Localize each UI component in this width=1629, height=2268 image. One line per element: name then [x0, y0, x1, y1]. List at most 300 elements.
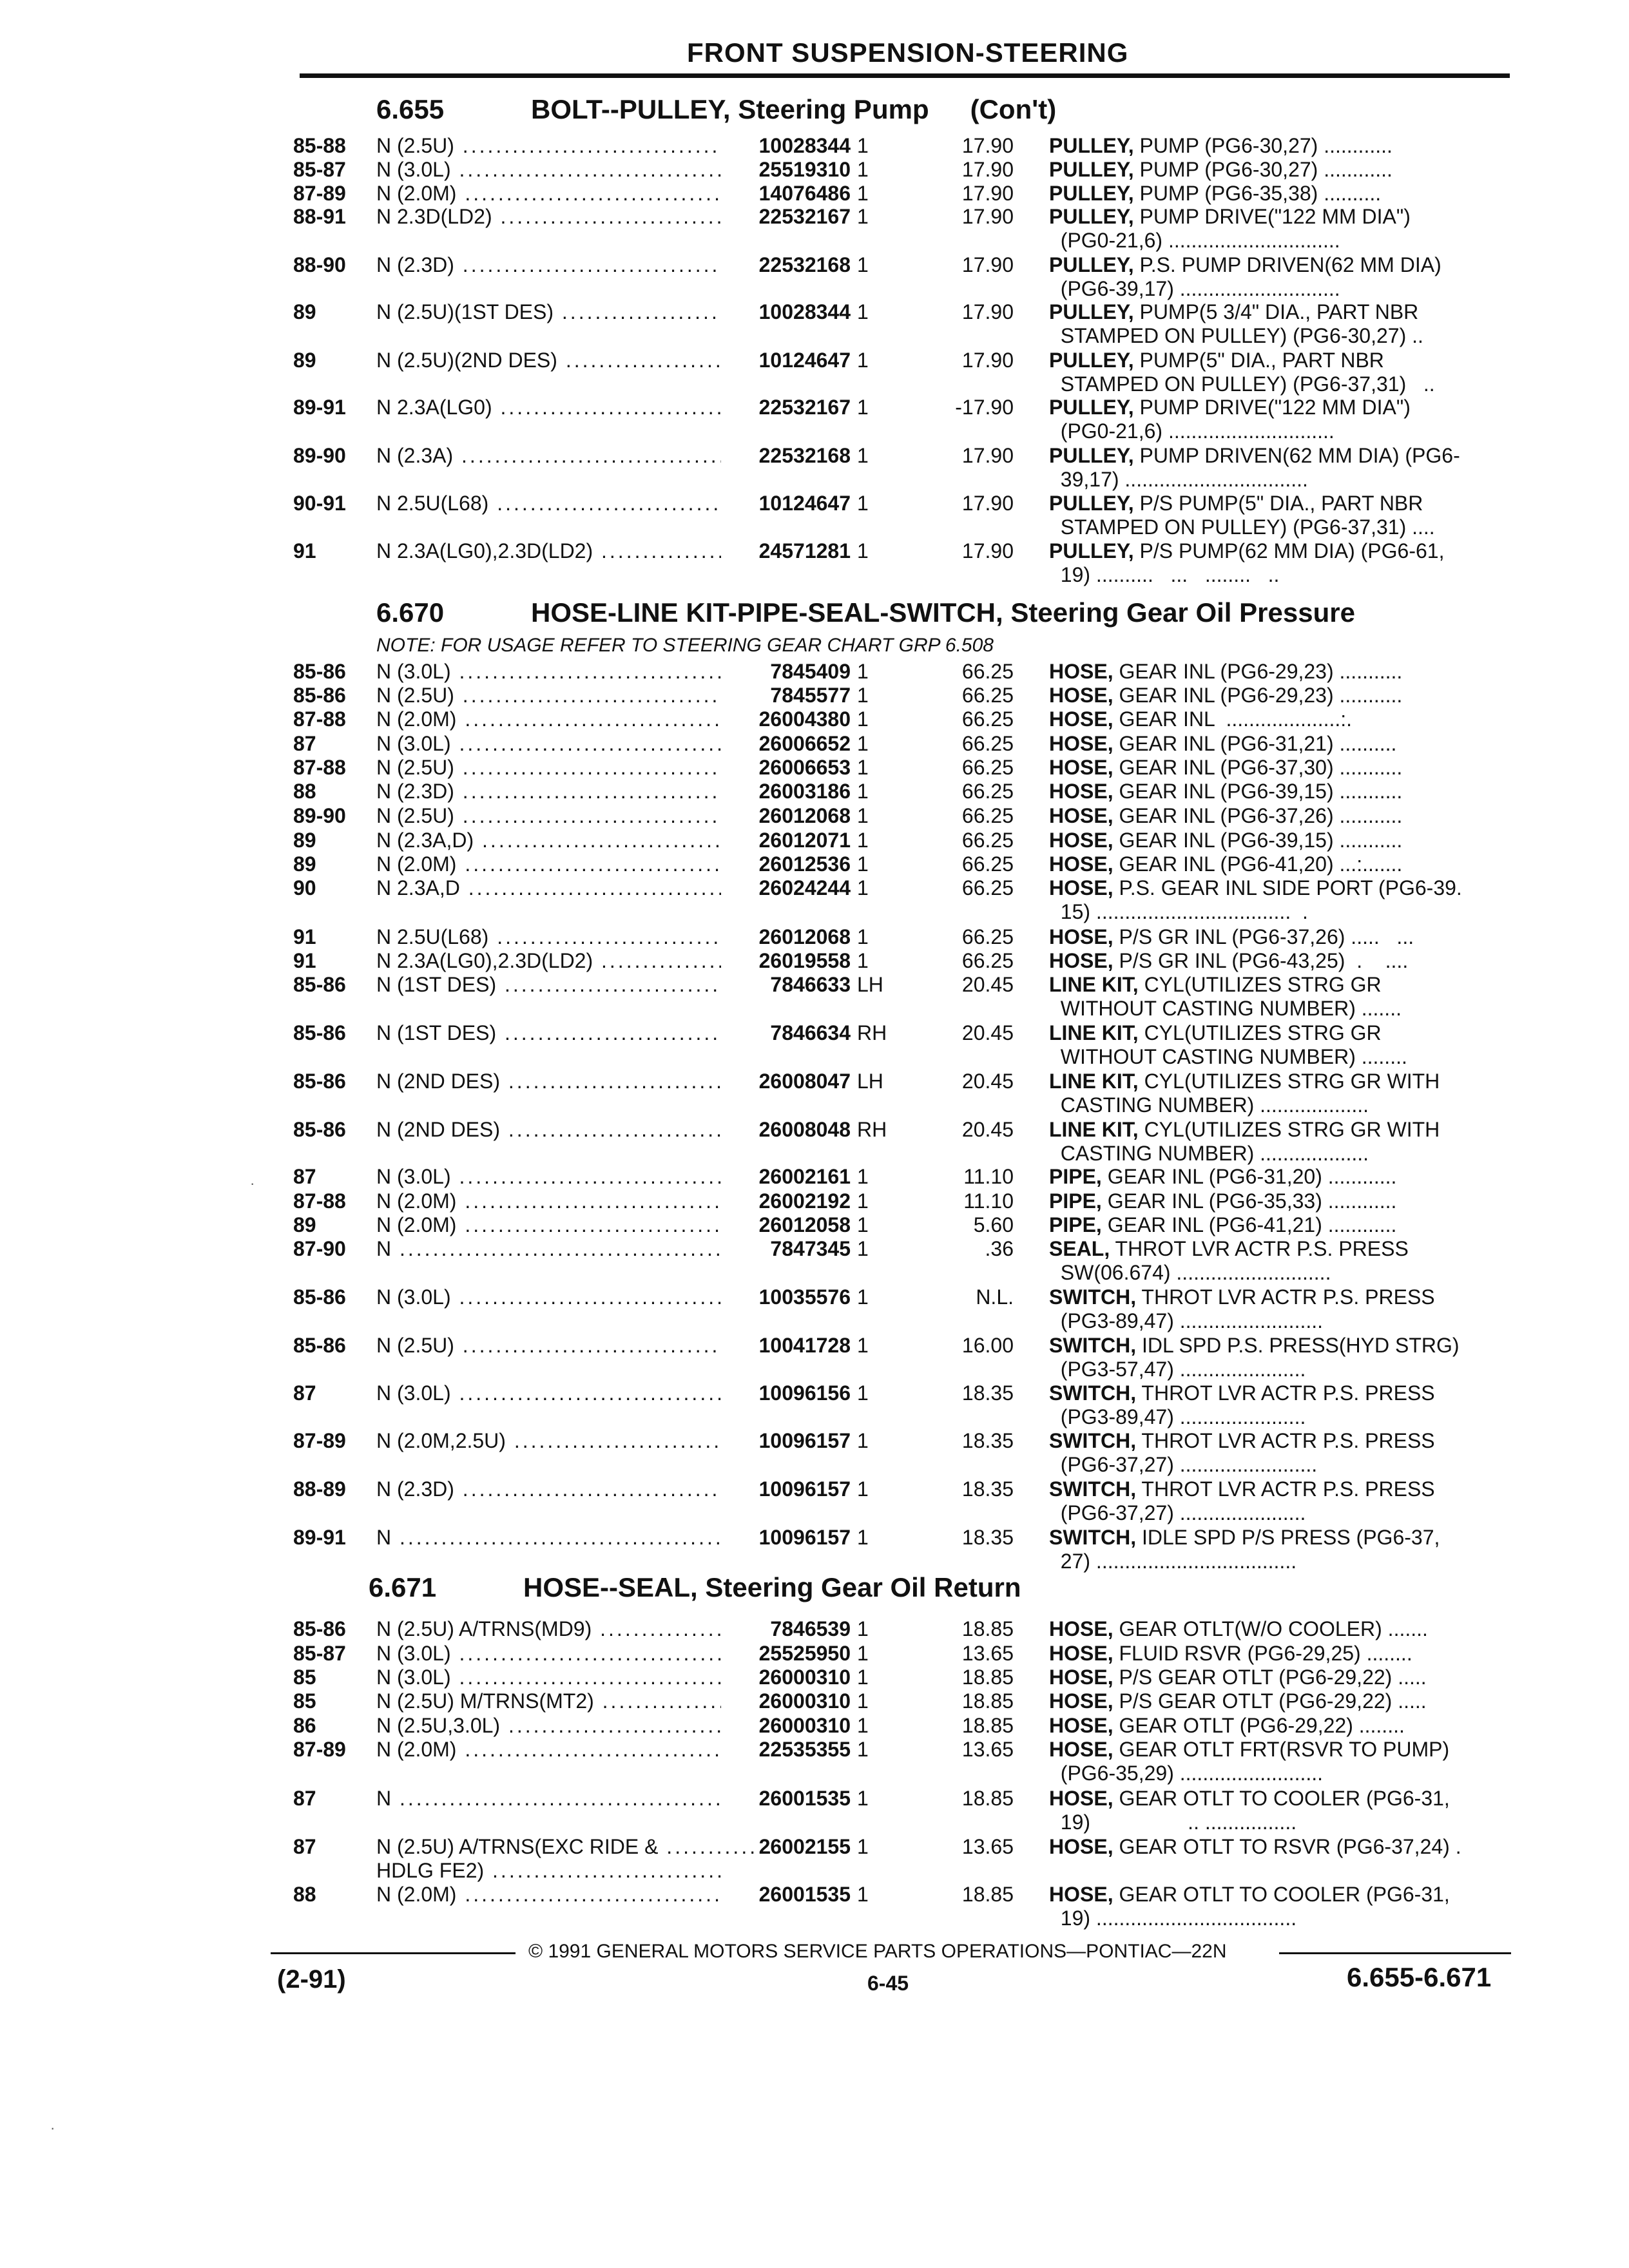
part-number: 26003186: [758, 780, 851, 803]
application: N (2.5U) .....: [376, 684, 721, 707]
quantity: 1: [857, 1334, 869, 1357]
part-number: 26001535: [758, 1787, 851, 1810]
part-detail: P.S. PUMP DRIVEN(62 MM DIA) (PG6-39,17) ............................: [1060, 253, 1441, 300]
application: N 2.3D(LD2) .....: [376, 205, 721, 229]
price: .36: [985, 1237, 1014, 1260]
model-years: 89: [293, 349, 316, 372]
part-description: [1049, 1689, 1513, 1713]
part-detail: CYL(UTILIZES STRG GR WITHOUT CASTING NUMBER) ........: [1060, 1021, 1407, 1068]
part-row: [0, 253, 1629, 301]
model-years: 85-87: [293, 158, 346, 181]
application: N (2.0M) .....: [376, 1213, 721, 1237]
part-name: PULLEY,: [1049, 253, 1134, 276]
application: N (2.0M) .....: [376, 1738, 721, 1762]
part-description: [1049, 829, 1513, 852]
quantity: 1: [857, 1165, 869, 1188]
price: 66.25: [961, 852, 1014, 876]
application: N (2.5U)(2ND DES) .....: [376, 349, 721, 372]
part-detail: GEAR INL (PG6-39,15) ...........: [1113, 829, 1403, 852]
application: N (2.5U) .....: [376, 134, 721, 158]
application: N (2.3A) .....: [376, 444, 721, 468]
part-description: [1049, 1617, 1513, 1641]
quantity: 1: [857, 1237, 869, 1260]
usage-note: NOTE: FOR USAGE REFER TO STEERING GEAR CHART GRP 6.508: [376, 635, 994, 656]
part-description: [1049, 780, 1513, 803]
part-name: SWITCH,: [1049, 1526, 1137, 1549]
part-detail: GEAR INL (PG6-31,21) ..........: [1113, 732, 1397, 755]
part-number: 26024244: [758, 876, 851, 899]
price: 17.90: [961, 134, 1014, 157]
price: 20.45: [961, 1021, 1014, 1044]
application: N .....: [376, 1526, 721, 1550]
application: N (3.0L) .....: [376, 1666, 721, 1689]
part-detail: P.S. GEAR INL SIDE PORT (PG6-39. 15) .................................. .: [1060, 876, 1462, 923]
model-years: 89: [293, 852, 316, 876]
application-continued: HDLG FE2) .....: [376, 1859, 721, 1883]
quantity: 1: [857, 1666, 869, 1689]
application: N (2.5U) A/TRNS(EXC RIDE & .....: [376, 1835, 776, 1859]
application: N (2.5U) M/TRNS(MT2) .....: [376, 1689, 721, 1713]
part-name: SWITCH,: [1049, 1477, 1137, 1501]
margin-mark: ·: [50, 2120, 55, 2136]
part-number: 10096156: [758, 1381, 851, 1405]
price: 5.60: [973, 1213, 1014, 1236]
model-years: 87: [293, 732, 316, 755]
part-detail: P/S GR INL (PG6-43,25) . ....: [1113, 949, 1409, 972]
quantity: 1: [857, 1787, 869, 1810]
quantity: 1: [857, 492, 869, 515]
model-years: 88: [293, 780, 316, 803]
part-name: PULLEY,: [1049, 158, 1134, 181]
part-name: HOSE,: [1049, 804, 1113, 827]
part-detail: P/S GEAR OTLT (PG6-29,22) .....: [1113, 1689, 1427, 1713]
quantity: 1: [857, 253, 869, 276]
part-description: [1049, 1429, 1513, 1477]
footer-rule-left: [271, 1952, 516, 1954]
price: 13.65: [961, 1835, 1014, 1858]
part-number: 7847345: [770, 1237, 851, 1260]
part-detail: PUMP(5" DIA., PART NBR STAMPED ON PULLEY) (PG6-37,31) ..: [1060, 349, 1435, 396]
price: N.L.: [976, 1285, 1014, 1309]
quantity: 1: [857, 829, 869, 852]
part-description: [1049, 539, 1513, 587]
price: 66.25: [961, 829, 1014, 852]
part-name: SWITCH,: [1049, 1429, 1137, 1452]
quantity: 1: [857, 539, 869, 562]
part-name: HOSE,: [1049, 1738, 1113, 1761]
part-name: HOSE,: [1049, 1666, 1113, 1689]
part-number: 7846634: [770, 1021, 851, 1044]
part-number: 26006653: [758, 756, 851, 779]
part-detail: P/S GR INL (PG6-37,26) ..... ...: [1113, 925, 1414, 948]
model-years: 91: [293, 539, 316, 562]
part-name: PULLEY,: [1049, 539, 1134, 562]
part-name: HOSE,: [1049, 707, 1113, 731]
part-number: 10096157: [758, 1526, 851, 1549]
part-name: PULLEY,: [1049, 396, 1134, 419]
part-name: SWITCH,: [1049, 1285, 1137, 1309]
model-years: 88-91: [293, 205, 346, 228]
part-name: HOSE,: [1049, 756, 1113, 779]
price: 18.85: [961, 1617, 1014, 1640]
price: 18.35: [961, 1477, 1014, 1501]
part-name: HOSE,: [1049, 1883, 1113, 1906]
part-name: HOSE,: [1049, 925, 1113, 948]
part-detail: CYL(UTILIZES STRG GR WITH CASTING NUMBER) ...................: [1060, 1118, 1440, 1165]
part-detail: GEAR OTLT(W/O COOLER) .......: [1113, 1617, 1428, 1640]
part-description: [1049, 205, 1513, 253]
quantity: 1: [857, 804, 869, 827]
part-row: [0, 1429, 1629, 1477]
part-row: [0, 1285, 1629, 1333]
part-description: [1049, 158, 1513, 182]
part-description: [1049, 1477, 1513, 1525]
part-name: SWITCH,: [1049, 1381, 1137, 1405]
application: N (2.3A,D) .....: [376, 829, 721, 852]
part-name: HOSE,: [1049, 829, 1113, 852]
model-years: 85-88: [293, 134, 346, 157]
part-description: [1049, 1381, 1513, 1429]
part-description: [1049, 876, 1513, 924]
application: N (2.0M) .....: [376, 182, 721, 206]
part-number: 26000310: [758, 1689, 851, 1713]
price: 17.90: [961, 444, 1014, 467]
part-name: HOSE,: [1049, 1714, 1113, 1737]
part-detail: P/S PUMP(62 MM DIA) (PG6-61, 19) .......... ... ........ ..: [1060, 539, 1445, 586]
model-years: 89: [293, 300, 316, 323]
part-number: 22535355: [758, 1738, 851, 1761]
part-detail: GEAR OTLT TO RSVR (PG6-37,24) .: [1113, 1835, 1461, 1858]
part-detail: PUMP(5 3/4" DIA., PART NBR STAMPED ON PULLEY) (PG6-30,27) ..: [1060, 300, 1423, 347]
part-row: [0, 1381, 1629, 1429]
price: 66.25: [961, 756, 1014, 779]
part-number: 22532168: [758, 253, 851, 276]
part-name: PIPE,: [1049, 1189, 1102, 1213]
price: 66.25: [961, 876, 1014, 899]
part-detail: PUMP (PG6-30,27) ............: [1133, 158, 1393, 181]
part-number: 14076486: [758, 182, 851, 205]
part-description: [1049, 1835, 1513, 1859]
quantity: RH: [857, 1118, 887, 1141]
part-description: [1049, 1883, 1513, 1930]
application: N (2.5U)(1ST DES) .....: [376, 300, 721, 324]
part-detail: P/S GEAR OTLT (PG6-29,22) .....: [1113, 1666, 1427, 1689]
part-row: [0, 349, 1629, 396]
part-description: [1049, 300, 1513, 348]
part-number: 26012068: [758, 925, 851, 948]
application: N (2.5U) .....: [376, 1334, 721, 1358]
part-detail: IDLE SPD P/S PRESS (PG6-37, 27) ...................................: [1060, 1526, 1440, 1573]
application: N 2.3A(LG0) .....: [376, 396, 721, 419]
price: 13.65: [961, 1642, 1014, 1665]
price: 66.25: [961, 804, 1014, 827]
quantity: 1: [857, 158, 869, 181]
part-row: [0, 1835, 1629, 1883]
model-years: 87: [293, 1835, 316, 1858]
model-years: 86: [293, 1714, 316, 1737]
part-detail: PUMP DRIVEN(62 MM DIA) (PG6- 39,17) ................................: [1060, 444, 1460, 491]
part-description: [1049, 1642, 1513, 1666]
section-title: HOSE--SEAL, Steering Gear Oil Return: [523, 1572, 1021, 1602]
price: 66.25: [961, 925, 1014, 948]
model-years: 88-89: [293, 1477, 346, 1501]
model-years: 85-86: [293, 1070, 346, 1093]
price: 17.90: [961, 539, 1014, 562]
section-number: 6.671: [369, 1572, 437, 1602]
application: N (3.0L) .....: [376, 158, 721, 182]
part-number: 10096157: [758, 1477, 851, 1501]
application: N (3.0L) .....: [376, 732, 721, 756]
part-name: LINE KIT,: [1049, 1021, 1139, 1044]
model-years: 88: [293, 1883, 316, 1906]
quantity: 1: [857, 1526, 869, 1549]
quantity: RH: [857, 1021, 887, 1044]
part-number: 26012068: [758, 804, 851, 827]
part-number: 26012071: [758, 829, 851, 852]
quantity: 1: [857, 1689, 869, 1713]
price: 18.85: [961, 1666, 1014, 1689]
part-description: [1049, 396, 1513, 443]
section-heading-6655: [376, 94, 1056, 125]
part-number: 7845409: [770, 660, 851, 683]
part-row: [0, 1787, 1629, 1834]
model-years: 87-88: [293, 756, 346, 779]
part-detail: IDL SPD P.S. PRESS(HYD STRG) (PG3-57,47) ......................: [1060, 1334, 1460, 1381]
part-detail: GEAR INL ....................:.: [1113, 707, 1353, 731]
part-detail: GEAR OTLT (PG6-29,22) ........: [1113, 1714, 1405, 1737]
quantity: 1: [857, 707, 869, 731]
part-row: [0, 1334, 1629, 1381]
price: 16.00: [961, 1334, 1014, 1357]
part-number: 26002192: [758, 1189, 851, 1213]
part-description: [1049, 134, 1513, 158]
quantity: 1: [857, 444, 869, 467]
quantity: 1: [857, 684, 869, 707]
model-years: 85-86: [293, 1285, 346, 1309]
price: 18.35: [961, 1381, 1014, 1405]
part-name: HOSE,: [1049, 780, 1113, 803]
application: N (2.3D) .....: [376, 1477, 721, 1501]
application: N (2.0M) .....: [376, 1883, 721, 1907]
application: N (1ST DES) .....: [376, 1021, 721, 1045]
part-number: 25519310: [758, 158, 851, 181]
application: N .....: [376, 1787, 721, 1811]
model-years: 85: [293, 1689, 316, 1713]
application: N (2.0M) .....: [376, 852, 721, 876]
price: 18.35: [961, 1429, 1014, 1452]
price: 17.90: [961, 492, 1014, 515]
part-description: [1049, 253, 1513, 301]
model-years: 85-86: [293, 684, 346, 707]
price: 66.25: [961, 707, 1014, 731]
part-description: [1049, 732, 1513, 756]
part-detail: THROT LVR ACTR P.S. PRESS (PG6-37,27) ........................: [1060, 1429, 1435, 1476]
part-description: [1049, 349, 1513, 396]
quantity: 1: [857, 134, 869, 157]
footer-rule-right: [1279, 1952, 1511, 1954]
section-heading-6670: [376, 597, 1355, 628]
part-name: LINE KIT,: [1049, 1070, 1139, 1093]
application: N (2.0M) .....: [376, 707, 721, 731]
part-detail: GEAR INL (PG6-41,20) ...:.......: [1113, 852, 1403, 876]
part-detail: GEAR OTLT TO COOLER (PG6-31, 19) ...................................: [1060, 1883, 1450, 1930]
part-row: [0, 1237, 1629, 1285]
model-years: 87: [293, 1165, 316, 1188]
header-rule: [300, 73, 1510, 78]
part-detail: GEAR INL (PG6-31,20) ............: [1101, 1165, 1397, 1188]
model-years: 89-91: [293, 1526, 346, 1549]
application: N (2.5U) .....: [376, 804, 721, 828]
application: N 2.5U(L68) .....: [376, 492, 721, 515]
part-number: 22532168: [758, 444, 851, 467]
model-years: 85: [293, 1666, 316, 1689]
part-row: [0, 1021, 1629, 1069]
application: N (2.3D) .....: [376, 780, 721, 803]
part-detail: THROT LVR ACTR P.S. PRESS SW(06.674) ...........................: [1060, 1237, 1409, 1284]
quantity: LH: [857, 1070, 883, 1093]
part-description: [1049, 1237, 1513, 1285]
quantity: LH: [857, 973, 883, 996]
part-number: 26008048: [758, 1118, 851, 1141]
part-name: PIPE,: [1049, 1213, 1102, 1236]
part-name: SWITCH,: [1049, 1334, 1137, 1357]
part-name: SEAL,: [1049, 1237, 1110, 1260]
section-title: BOLT--PULLEY, Steering Pump: [531, 94, 929, 124]
quantity: 1: [857, 925, 869, 948]
model-years: 89-90: [293, 444, 346, 467]
quantity: 1: [857, 182, 869, 205]
part-name: HOSE,: [1049, 1642, 1113, 1665]
model-years: 87: [293, 1787, 316, 1810]
quantity: 1: [857, 852, 869, 876]
part-number: 10028344: [758, 300, 851, 323]
price: 20.45: [961, 1070, 1014, 1093]
section-suffix: (Con't): [970, 94, 1057, 124]
part-name: HOSE,: [1049, 1787, 1113, 1810]
part-name: PULLEY,: [1049, 349, 1134, 372]
part-description: [1049, 1526, 1513, 1573]
part-detail: CYL(UTILIZES STRG GR WITH CASTING NUMBER) ...................: [1060, 1070, 1440, 1117]
price: 66.25: [961, 660, 1014, 683]
part-description: [1049, 1666, 1513, 1689]
part-detail: THROT LVR ACTR P.S. PRESS (PG6-37,27) ......................: [1060, 1477, 1435, 1524]
part-description: [1049, 1070, 1513, 1117]
part-number: 10041728: [758, 1334, 851, 1357]
part-number: 26006652: [758, 732, 851, 755]
model-years: 87-89: [293, 1738, 346, 1761]
price: 18.35: [961, 1526, 1014, 1549]
part-number: 26000310: [758, 1714, 851, 1737]
part-description: [1049, 1738, 1513, 1785]
quantity: 1: [857, 349, 869, 372]
quantity: 1: [857, 1189, 869, 1213]
model-years: 89-90: [293, 804, 346, 827]
model-years: 88-90: [293, 253, 346, 276]
application: N (2.5U) .....: [376, 756, 721, 780]
price: 66.25: [961, 949, 1014, 972]
part-detail: GEAR INL (PG6-37,30) ...........: [1113, 756, 1403, 779]
part-description: [1049, 1189, 1513, 1213]
quantity: 1: [857, 1738, 869, 1761]
footer-section-range: 6.655-6.671: [1347, 1962, 1492, 1992]
margin-mark: ·: [250, 1175, 255, 1191]
model-years: 89: [293, 829, 316, 852]
quantity: 1: [857, 396, 869, 419]
footer-copyright: © 1991 GENERAL MOTORS SERVICE PARTS OPERATIONS—PONTIAC—22N: [528, 1941, 1227, 1962]
part-row: [0, 396, 1629, 443]
part-description: [1049, 444, 1513, 492]
quantity: 1: [857, 1714, 869, 1737]
part-description: [1049, 684, 1513, 707]
application: N (2.5U) A/TRNS(MD9) .....: [376, 1617, 721, 1641]
part-name: LINE KIT,: [1049, 1118, 1139, 1141]
model-years: 85-86: [293, 1334, 346, 1357]
application: N (3.0L) .....: [376, 1642, 721, 1666]
price: 17.90: [961, 182, 1014, 205]
part-name: HOSE,: [1049, 1617, 1113, 1640]
part-detail: GEAR INL (PG6-35,33) ............: [1101, 1189, 1397, 1213]
part-description: [1049, 949, 1513, 973]
footer-page-number: 6-45: [867, 1972, 909, 1995]
application: N (2ND DES) .....: [376, 1118, 721, 1142]
part-row: [0, 1738, 1629, 1785]
part-detail: GEAR INL (PG6-29,23) ...........: [1113, 660, 1403, 683]
model-years: 87-90: [293, 1237, 346, 1260]
part-detail: GEAR INL (PG6-37,26) ...........: [1113, 804, 1403, 827]
model-years: 85-86: [293, 973, 346, 996]
quantity: 1: [857, 780, 869, 803]
model-years: 91: [293, 949, 316, 972]
part-number: 7846539: [770, 1617, 851, 1640]
part-description: [1049, 492, 1513, 539]
part-description: [1049, 804, 1513, 828]
part-row: [0, 1118, 1629, 1166]
model-years: 90-91: [293, 492, 346, 515]
part-row: [0, 973, 1629, 1021]
model-years: 85-86: [293, 1021, 346, 1044]
part-number: 26004380: [758, 707, 851, 731]
model-years: 85-86: [293, 1617, 346, 1640]
part-number: 10124647: [758, 492, 851, 515]
section-title: HOSE-LINE KIT-PIPE-SEAL-SWITCH, Steering Gear Oil Pressure: [531, 597, 1355, 628]
part-row: [0, 1477, 1629, 1525]
part-number: 10028344: [758, 134, 851, 157]
model-years: 90: [293, 876, 316, 899]
application: N (2.5U,3.0L) .....: [376, 1714, 721, 1738]
part-number: 10124647: [758, 349, 851, 372]
application: N (3.0L) .....: [376, 1285, 721, 1309]
part-name: PULLEY,: [1049, 444, 1134, 467]
part-detail: PUMP (PG6-35,38) ..........: [1133, 182, 1382, 205]
price: 18.85: [961, 1689, 1014, 1713]
model-years: 85-86: [293, 660, 346, 683]
part-name: HOSE,: [1049, 1835, 1113, 1858]
application: N .....: [376, 1237, 721, 1261]
part-detail: GEAR OTLT TO COOLER (PG6-31, 19) .. ................: [1060, 1787, 1450, 1834]
quantity: 1: [857, 1285, 869, 1309]
part-description: [1049, 182, 1513, 206]
part-number: 26001535: [758, 1883, 851, 1906]
part-number: 26012536: [758, 852, 851, 876]
part-number: 26000310: [758, 1666, 851, 1689]
quantity: 1: [857, 949, 869, 972]
page-title: FRONT SUSPENSION-STEERING: [687, 37, 1129, 68]
part-number: 24571281: [758, 539, 851, 562]
part-name: HOSE,: [1049, 660, 1113, 683]
application: N 2.3A(LG0),2.3D(LD2) .....: [376, 539, 721, 563]
quantity: 1: [857, 1883, 869, 1906]
price: 66.25: [961, 780, 1014, 803]
